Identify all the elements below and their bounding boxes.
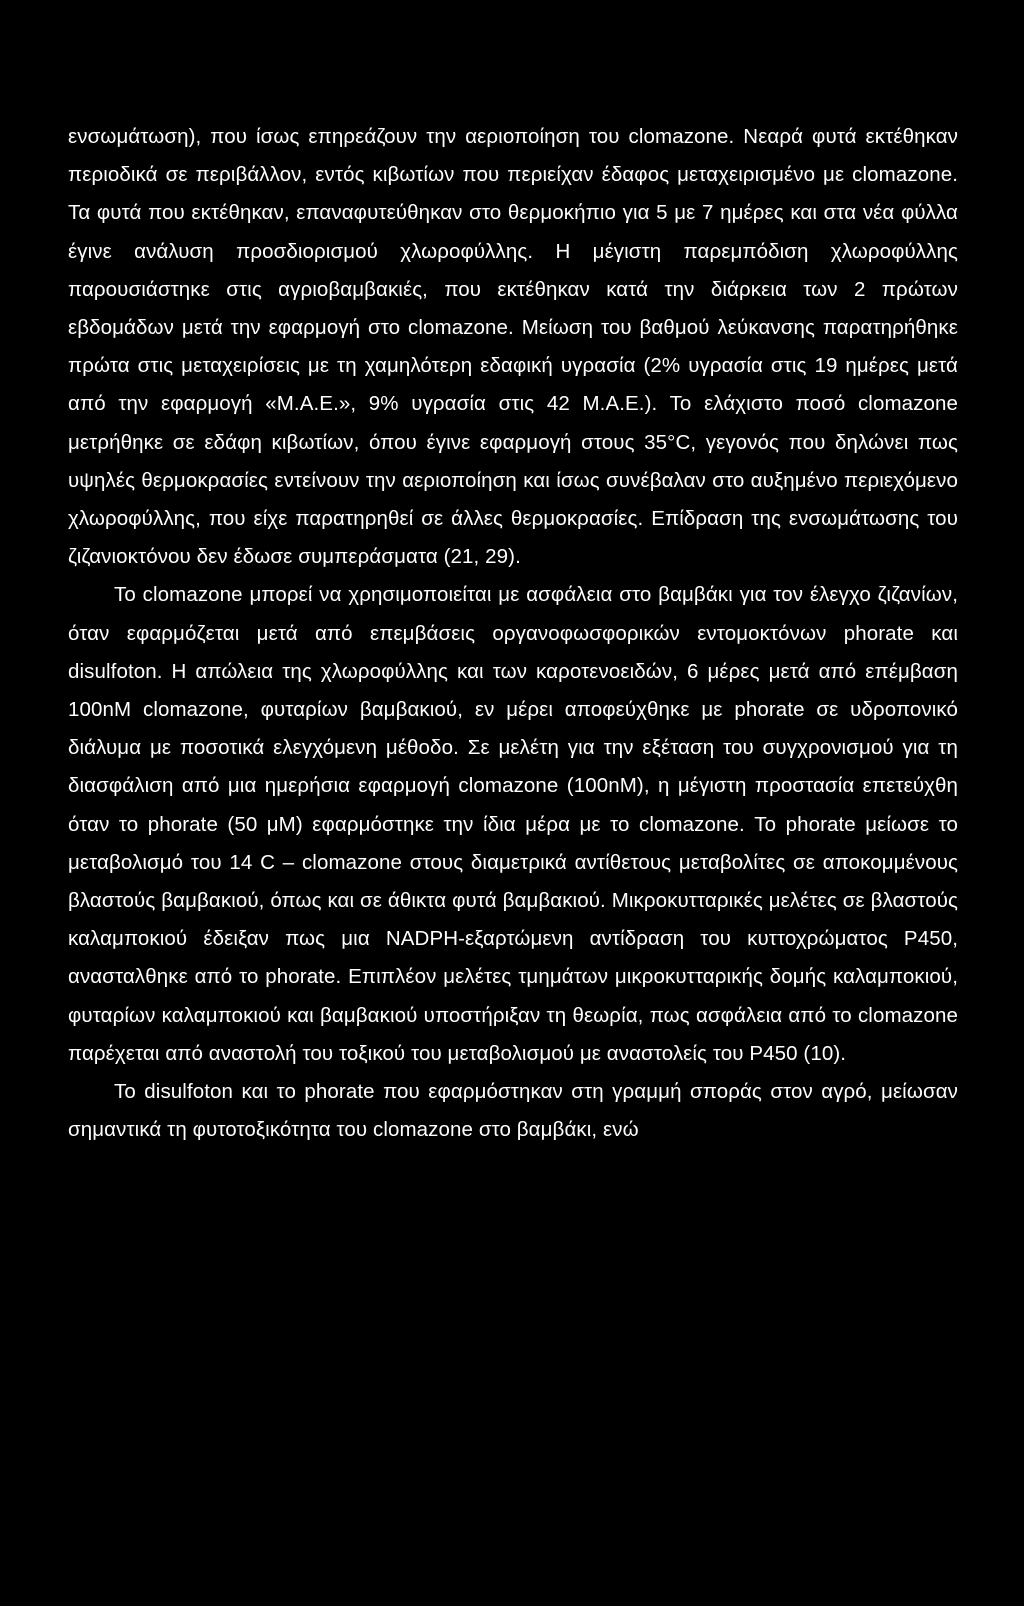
paragraph-1: ενσωμάτωση), που ίσως επηρεάζουν την αεριοποίηση του clomazone. Νεαρά φυτά εκτέθηκαν περιοδικά σε περιβάλλον, εντός κιβωτίων που περιείχαν έδαφος μεταχειρισμένο με clomazone. Τα φυτά που εκτέθηκαν, επαναφυτεύθηκαν στο θερμοκήπιο για 5 με 7 ημέρες και στα νέα φύλλα έγινε ανάλυση προσδιορισμού χλωροφύλλης. Η μέγιστη παρεμπόδιση χλωροφύλλης παρουσιάστηκε στις αγριοβαμβακιές, που εκτέθηκαν κατά την διάρκεια των 2 πρώτων εβδομάδων μετά την εφαρμογή στο clomazone. Μείωση του βαθμού λεύκανσης παρατηρήθηκε πρώτα στις μεταχειρίσεις με τη χαμηλότερη εδαφική υγρασία (2% υγρασία στις 19 ημέρες μετά από την εφαρμογή «Μ.Α.Ε.», 9% υγρασία στις 42 Μ.Α.Ε.). Το ελάχιστο ποσό clomazone μετρήθηκε σε εδάφη κιβωτίων, όπου έγινε εφαρμογή στους 35°C, γεγονός που δηλώνει πως υψηλές θερμοκρασίες εντείνουν την αεριοποίηση και ίσως συνέβαλαν στο αυξημένο περιεχόμενο χλωροφύλλης, που είχε παρατηρηθεί σε άλλες θερμοκρασίες. Επίδραση της ενσωμάτωσης του ζιζανιοκτόνου δεν έδωσε συμπεράσματα (21, 29).	[68, 125, 958, 569]
body-text	[68, 118, 958, 1149]
paragraph-2: Το clomazone μπορεί να χρησιμοποιείται με ασφάλεια στο βαμβάκι για τον έλεγχο ζιζανίων, όταν εφαρμόζεται μετά από επεμβάσεις οργανοφωσφορικών εντομοκτόνων phorate και disulfoton. Η απώλεια της χλωροφύλλης και των καροτενοειδών, 6 μέρες μετά από επέμβαση 100nM clomazone, φυταρίων βαμβακιού, εν μέρει αποφεύχθηκε με phorate σε υδροπονικό διάλυμα με ποσοτικά ελεγχόμενη μέθοδο. Σε μελέτη για την εξέταση του συγχρονισμού για τη διασφάλιση από μια ημερήσια εφαρμογή clomazone (100nM), η μέγιστη προστασία επετεύχθη όταν το phorate (50 μΜ) εφαρμόστηκε την ίδια μέρα με το clomazone. Το phorate μείωσε το μεταβολισμό του 14 C – clomazone στους διαμετρικά αντίθετους μεταβολίτες σε αποκομμένους βλαστούς βαμβακιού, όπως και σε άθικτα φυτά βαμβακιού. Μικροκυτταρικές μελέτες σε βλαστούς καλαμποκιού έδειξαν πως μια NADPH-εξαρτώμενη αντίδραση του κυττοχρώματος P450, ανασταλθηκε από το phorate. Επιπλέον μελέτες τμημάτων μικροκυτταρικής δομής καλαμποκιού, φυταρίων καλαμποκιού και βαμβακιού υποστήριξαν τη θεωρία, πως ασφάλεια από το clomazone παρέχεται από αναστολή του τοξικού του μεταβολισμού με αναστολείς του P450 (10).	[68, 583, 958, 1065]
paragraph-3: Το disulfoton και το phorate που εφαρμόστηκαν στη γραμμή σποράς στον αγρό, μείωσαν σημαντικά τη φυτοτοξικότητα του clomazone στο βαμβάκι, ενώ	[68, 1080, 958, 1142]
